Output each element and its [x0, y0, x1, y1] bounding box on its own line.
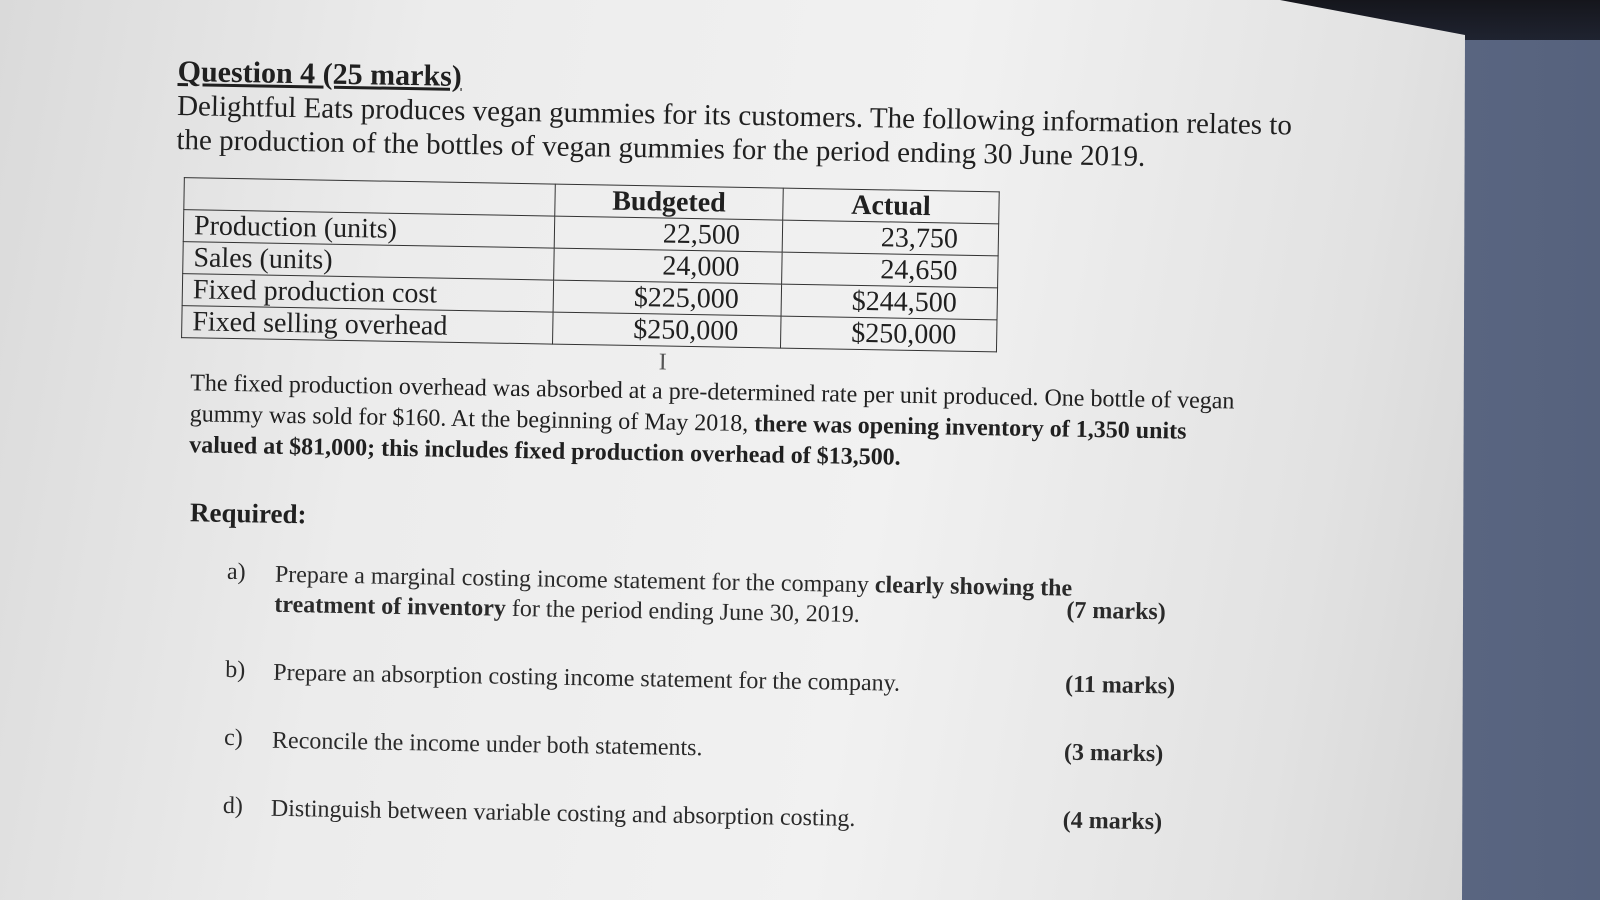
- list-item: [225, 656, 1176, 703]
- item-text: Reconcile the income under both statements.: [271, 727, 703, 762]
- actual-cell: 23,750: [782, 220, 999, 256]
- required-list: [223, 559, 1299, 842]
- list-item: [222, 792, 1163, 839]
- list-item: [223, 724, 1164, 771]
- actual-cell: 24,650: [782, 252, 999, 288]
- budget-actual-table: [181, 177, 1000, 352]
- paragraph-bold-text: there was opening inventory of 1,350 units valued at $81,000; this includes fixed production overhead of $13,500.: [188, 411, 1187, 471]
- item-text-bold: clearly showing the treatment of inventory: [274, 572, 1073, 622]
- budgeted-cell: $250,000: [553, 312, 782, 348]
- item-text-part: Prepare a marginal costing income statement for the company: [274, 561, 876, 599]
- info-paragraph: [189, 368, 1240, 479]
- item-marks: (11 marks): [1064, 671, 1176, 700]
- list-item: [226, 558, 1166, 635]
- row-label: Fixed production cost: [182, 274, 554, 312]
- row-label: Sales (units): [183, 242, 555, 280]
- item-letter: d): [222, 792, 244, 820]
- item-text: Distinguish between variable costing and absorption costing.: [270, 795, 856, 832]
- item-marks: (7 marks): [1066, 597, 1166, 626]
- text-cursor-icon: I: [658, 349, 667, 376]
- item-marks: (3 marks): [1063, 739, 1164, 768]
- budgeted-cell: $225,000: [553, 280, 782, 316]
- row-label: Fixed selling overhead: [182, 306, 554, 344]
- required-heading: Required:: [189, 497, 307, 530]
- row-label: Production (units): [183, 210, 555, 248]
- actual-cell: $250,000: [780, 316, 997, 352]
- header-actual: Actual: [783, 188, 1000, 224]
- item-marks: (4 marks): [1062, 807, 1163, 836]
- item-text-part: for the period ending June 30, 2019.: [505, 595, 860, 628]
- item-letter: a): [226, 558, 246, 586]
- item-text: Prepare an absorption costing income statement for the company.: [273, 659, 901, 697]
- paragraph-normal-text: The fixed production overhead was absorbed at a pre-determined rate per unit produced. One bottle of vegan gummy was sold for $160. At the beginning of May 2018,: [189, 370, 1235, 438]
- item-text: [274, 560, 1127, 635]
- budgeted-cell: 24,000: [554, 248, 783, 284]
- header-budgeted: Budgeted: [555, 184, 784, 220]
- item-letter: c): [223, 724, 243, 752]
- question-intro: Delightful Eats produces vegan gummies for its customers. The following information relates to the production of the bottles of vegan gummies for the period ending 30 June 2019.: [176, 89, 1293, 173]
- question-title: Question 4 (25 marks): [177, 55, 463, 93]
- item-letter: b): [225, 656, 246, 684]
- document-content: [164, 55, 1308, 880]
- actual-cell: $244,500: [781, 284, 998, 320]
- budgeted-cell: 22,500: [554, 216, 783, 252]
